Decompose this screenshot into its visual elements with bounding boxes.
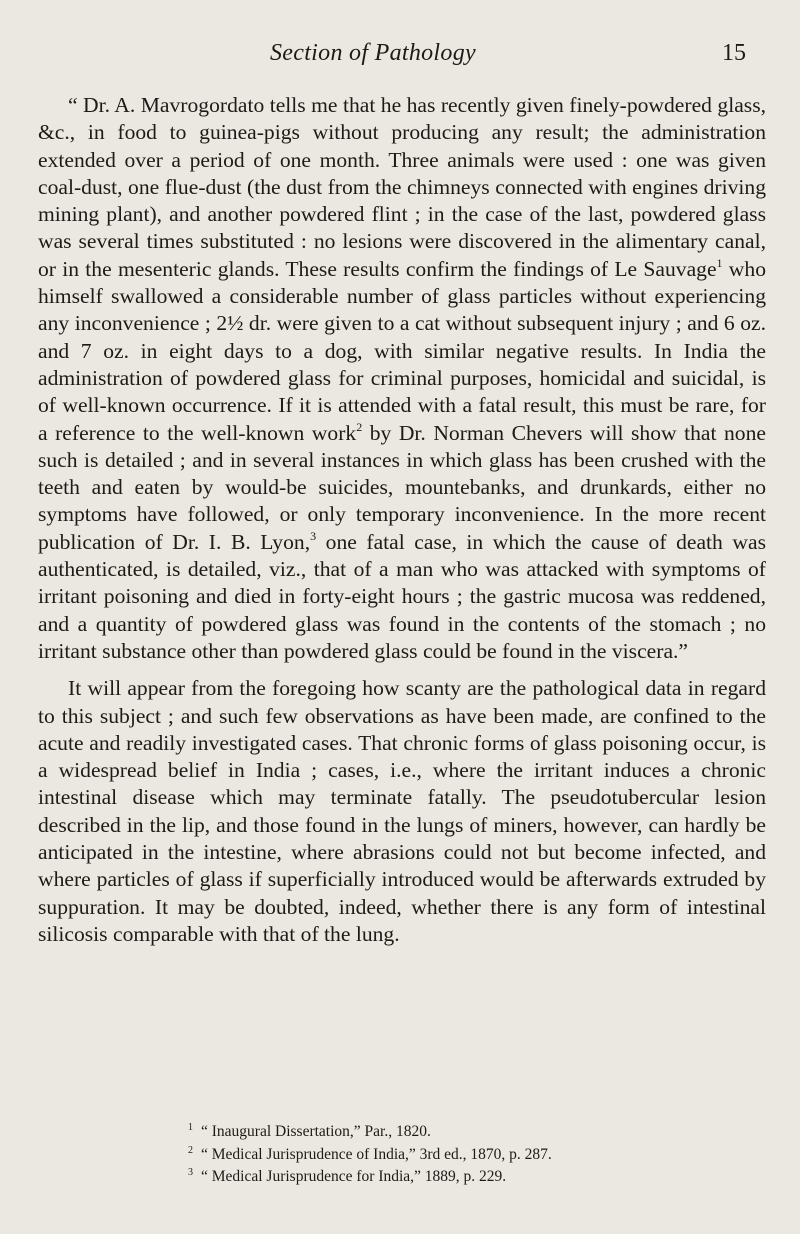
footnote-1: [188, 1121, 748, 1144]
running-head: Section of Pathology: [270, 40, 476, 66]
body-text: [38, 92, 766, 948]
footnote-ref-2: 2: [356, 419, 363, 434]
paragraph-discussion: It will appear from the foregoing how scanty are the pathological data in regard to this subject ; and such few observations as have been made, are confined to the acute and readily investigated cases. That chronic forms of glass poisoning occur, is a widespread belief in India ; cases, i.e., where the irritant induces a chronic intestinal disease which may terminate fatally. The pseudotubercular lesion described in the lip, and those found in the lungs of miners, however, can hardly be anticipated in the intestine, where abrasions could not but become infected, and where particles of glass if superficially introduced would be afterwards extruded by suppuration. It may be doubted, indeed, whether there is any form of intestinal silicosis comparable with that of the lung.: [38, 676, 766, 946]
footnote-marker: 2: [188, 1144, 193, 1156]
footnote-ref-1: 1: [716, 255, 723, 270]
page-number: 15: [722, 40, 746, 66]
footnote-marker: 1: [188, 1122, 193, 1133]
paragraph-quotation: [38, 92, 766, 665]
footnote-text: “ Medical Jurisprudence of India,” 3rd ed., 1870, p. 287.: [201, 1145, 552, 1163]
footnote-marker: 3: [188, 1167, 193, 1178]
footnote-3: [188, 1166, 748, 1189]
quotation-part-1: “ Dr. A. Mavrogordato tells me that he has recently given finely-powdered glass, &c., in food to guinea-pigs without producing any result; the administration extended over a period of one month. Three animals were used : one was given coal-dust, one flue-dust (the dust from the chimneys connected with engines driving mining plant), and another powdered flint ; in the case of the last, powdered glass was several times substituted : no lesions were discovered in the alimentary canal, or in the mesenteric glands. These results confirm the findings of Le Sauvage: [38, 93, 766, 281]
quotation-part-4: one fatal case, in which the cause of death was authenticated, is detailed, viz., that of a man who was attacked with symptoms of irritant poisoning and died in forty-eight hours ; the gastric mucosa was reddened, and a quantity of powdered glass was found in the contents of the stomach ; no irritant substance other than powdered glass could be found in the viscera.”: [38, 529, 766, 663]
footnotes: [188, 1121, 748, 1189]
footnote-2: [188, 1144, 748, 1167]
quotation-part-2: who himself swallowed a considerable number of glass particles without experiencing any inconvenience ; 2½ dr. were given to a cat without subsequent injury ; and 6 oz. and 7 oz. in eight days to a dog, with similar negative results. In India the administration of powdered glass for criminal purposes, homicidal and suicidal, is of well-known occurrence. If it is attended with a fatal result, this must be rare, for a reference to the well-known work: [38, 256, 766, 445]
footnote-text: “ Inaugural Dissertation,” Par., 1820.: [201, 1123, 431, 1140]
footnote-ref-3: 3: [310, 528, 317, 543]
footnote-text: “ Medical Jurisprudence for India,” 1889, p. 229.: [201, 1168, 507, 1185]
quotation-part-3: by Dr. Norman Chevers will show that none such is detailed ; and in several instances in which glass has been crushed with the teeth and eaten by would-be suicides, mountebanks, and drunkards, either no symptoms have followed, or only temporary inconvenience. In the more recent publication of Dr. I. B. Lyon,: [38, 420, 766, 554]
